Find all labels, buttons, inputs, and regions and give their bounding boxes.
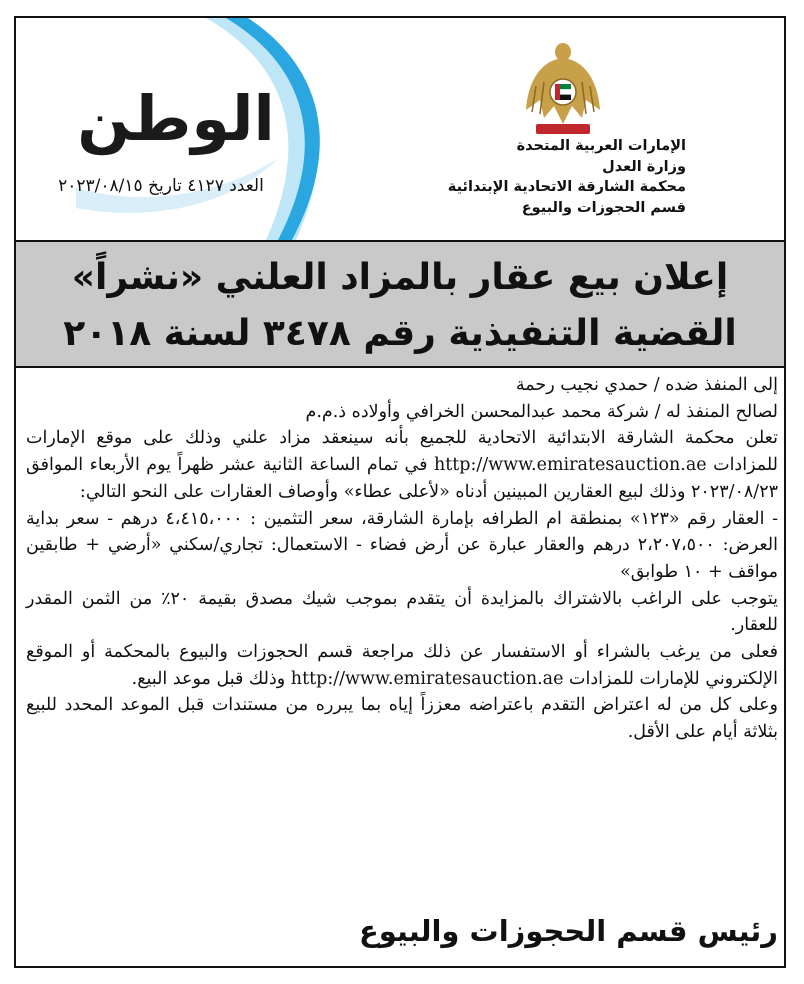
announcement-frame (14, 16, 786, 968)
auction-notice-paragraph: تعلن محكمة الشارقة الابتدائية الاتحادية للجميع بأنه سينعقد مزاد علني وذلك على موقع الإمارات للمزادات http://www.emiratesauction.ae في تمام الساعة الثانية عشر ظهراً يوم الأربعاء الموافق ٢٠٢٣/٠٨/٢٣ وذلك لبيع العقارين المبينين أدناه «لأعلى عطاء» وأوصاف العقارات على النحو التالي: (26, 428, 778, 502)
objection-paragraph: وعلى كل من له اعتراض التقدم باعتراضه معززاً إياه بما يبرره من مستندات قبل الموعد المحدد للبيع بثلاثة أيام على الأقل. (26, 695, 778, 743)
issuing-authority-block (436, 136, 686, 218)
issue-date-line: العدد ٤١٢٧ تاريخ ٢٠٢٣/٠٨/١٥ (58, 176, 264, 196)
title-band (16, 240, 784, 368)
debtor-line: إلى المنفذ ضده / حمدي نجيب رحمة (515, 375, 778, 395)
property-description-paragraph: - العقار رقم «١٢٣» بمنطقة ام الطرافه بإمارة الشارقة، سعر التثمين : ٤،٤١٥،٠٠٠ درهم - سعر بداية العرض: ٢،٢٠٧،٥٠٠ درهم والعقار عبارة عن أرض فضاء - الاستعمال: تجاري/سكني «أرضي + طابقين مواقف + ١٠ طوابق» (26, 508, 779, 582)
case-number-title: القضية التنفيذية رقم ٣٤٧٨ لسنة ٢٠١٨ (63, 313, 737, 354)
authority-country: الإمارات العربية المتحدة (516, 138, 686, 154)
signature-title: رئيس قسم الحجوزات والبيوع (358, 914, 778, 948)
creditor-line: لصالح المنفذ له / شركة محمد عبدالمحسن الخرافي وأولاده ذ.م.م (305, 401, 778, 422)
authority-department: قسم الحجوزات والبيوع (521, 199, 686, 216)
announcement-title: إعلان بيع عقار بالمزاد العلني «نشراً» (71, 257, 729, 298)
authority-court: محكمة الشارقة الاتحادية الإبتدائية (447, 179, 686, 195)
uae-falcon-emblem-icon (522, 40, 604, 136)
inquiry-paragraph: فعلى من يرغب بالشراء أو الاستفسار عن ذلك مراجعة قسم الحجوزات والبيوع بالمحكمة أو الموقع الإلكتروني للإمارات للمزادات http://www.emiratesauction.ae وذلك قبل موعد البيع. (26, 642, 778, 689)
authority-ministry: وزارة العدل (602, 158, 686, 175)
announcement-body (26, 372, 778, 746)
announcement-header (16, 18, 784, 240)
deposit-requirement-paragraph: يتوجب على الراغب بالاشتراك بالمزايدة أن يتقدم بموجب شيك مصدق بقيمة ٢٠٪ من الثمن المقدر للعقار. (26, 588, 779, 636)
newspaper-logo: الوطن (77, 82, 275, 155)
